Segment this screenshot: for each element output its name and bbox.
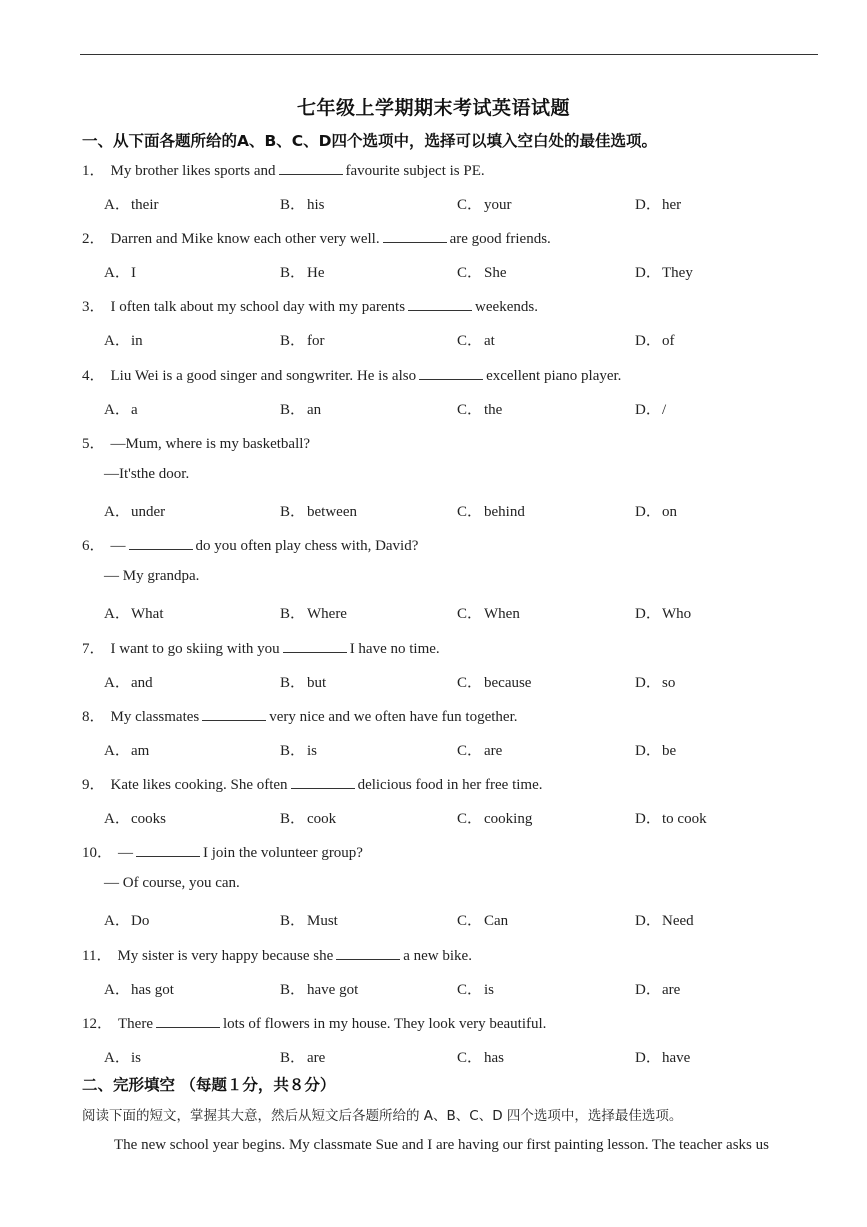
answer-option[interactable] (280, 739, 317, 760)
answer-blank (291, 777, 355, 789)
answer-option[interactable] (635, 807, 707, 828)
question-text: very nice and we often have fun together. (269, 709, 518, 725)
question-text: lots of flowers in my house. They look very beautiful. (223, 1016, 547, 1032)
question-stem (82, 159, 485, 180)
answer-blank (156, 1016, 220, 1028)
question-number: 5． (82, 436, 105, 452)
answer-option[interactable] (280, 329, 325, 350)
option-letter: A． (104, 333, 130, 349)
answer-option[interactable] (635, 1046, 690, 1067)
option-text: cooking (484, 811, 533, 827)
answer-blank (202, 709, 266, 721)
option-letter: D． (635, 504, 661, 520)
answer-option[interactable] (457, 909, 508, 930)
answer-option[interactable] (104, 261, 136, 282)
passage-line: The new school year begins. My classmate Sue and I are having our first painting lesson. The teacher asks us (114, 1137, 769, 1153)
option-text: are (307, 1050, 326, 1066)
option-text: He (307, 265, 325, 281)
option-letter: C． (457, 606, 483, 622)
dialogue-line (104, 466, 189, 483)
option-letter: B． (280, 504, 306, 520)
question-text: Liu Wei is a good singer and songwriter. He is also (110, 368, 417, 384)
option-letter: D． (635, 675, 661, 691)
answer-blank (419, 368, 483, 380)
answer-option[interactable] (104, 807, 166, 828)
option-letter: B． (280, 743, 306, 759)
option-text: for (307, 333, 325, 349)
option-text: behind (484, 504, 525, 520)
option-text: to cook (662, 811, 707, 827)
question-number: 10． (82, 845, 113, 861)
answer-option[interactable] (104, 500, 165, 521)
option-letter: A． (104, 811, 130, 827)
option-letter: D． (635, 811, 661, 827)
option-letter: B． (280, 913, 306, 929)
question-number: 1． (82, 163, 105, 179)
answer-option[interactable] (635, 671, 675, 692)
question-stem (82, 841, 363, 862)
answer-option[interactable] (104, 1046, 141, 1067)
answer-option[interactable] (104, 602, 163, 623)
question-text: —Mum, where is my basketball? (110, 436, 311, 452)
option-letter: B． (280, 606, 306, 622)
question-stem (82, 364, 621, 385)
question-text: Darren and Mike know each other very well. (110, 231, 380, 247)
header-rule (80, 54, 818, 55)
option-text: cooks (131, 811, 166, 827)
answer-option[interactable] (104, 193, 159, 214)
option-letter: A． (104, 743, 130, 759)
question-text: I join the volunteer group? (203, 845, 363, 861)
option-text: be (662, 743, 677, 759)
answer-option[interactable] (635, 329, 675, 350)
answer-option[interactable] (457, 739, 502, 760)
question-text: — (110, 538, 126, 554)
answer-option[interactable] (280, 602, 347, 623)
question-text: excellent piano player. (486, 368, 622, 384)
section-2-heading: 二、完形填空 （每题１分，共８分） (82, 1076, 336, 1094)
question-text: My classmates (110, 709, 200, 725)
option-text: has got (131, 982, 174, 998)
option-text: are (484, 743, 503, 759)
answer-option[interactable] (457, 602, 520, 623)
option-letter: A． (104, 265, 130, 281)
answer-option[interactable] (280, 398, 321, 419)
answer-option[interactable] (280, 671, 326, 692)
option-letter: C． (457, 402, 483, 418)
question-text: delicious food in her free time. (357, 777, 543, 793)
option-text: her (662, 197, 682, 213)
answer-blank (279, 163, 343, 175)
answer-option[interactable] (280, 261, 325, 282)
answer-option[interactable] (280, 193, 325, 214)
option-text: Who (662, 606, 692, 622)
option-text: am (131, 743, 150, 759)
option-text: their (131, 197, 159, 213)
option-text: / (662, 402, 667, 418)
option-letter: C． (457, 675, 483, 691)
option-letter: B． (280, 265, 306, 281)
question-stem (82, 944, 472, 965)
option-text: cook (307, 811, 337, 827)
answer-option[interactable] (457, 978, 494, 999)
question-number: 11． (82, 948, 112, 964)
answer-option[interactable] (457, 500, 525, 521)
option-letter: D． (635, 1050, 661, 1066)
answer-option[interactable] (280, 1046, 325, 1067)
option-letter: D． (635, 743, 661, 759)
option-letter: D． (635, 982, 661, 998)
answer-option[interactable] (280, 978, 358, 999)
option-text: between (307, 504, 357, 520)
option-letter: C． (457, 197, 483, 213)
section-2-instruction: 阅读下面的短文，掌握其大意，然后从短文后各题所给的 A、B、C、D 四个选项中，选择最佳选项。 (82, 1108, 683, 1124)
option-letter: C． (457, 333, 483, 349)
question-stem (82, 432, 310, 453)
answer-option[interactable] (457, 193, 512, 214)
question-text: My brother likes sports and (110, 163, 276, 179)
option-letter: C． (457, 1050, 483, 1066)
option-letter: B． (280, 675, 306, 691)
answer-option[interactable] (635, 739, 676, 760)
option-letter: D． (635, 606, 661, 622)
question-number: 9． (82, 777, 105, 793)
question-text: are good friends. (449, 231, 551, 247)
question-number: 4． (82, 368, 105, 384)
answer-blank (136, 845, 200, 857)
question-text: I have no time. (349, 641, 440, 657)
answer-option[interactable] (457, 329, 495, 350)
question-text: do you often play chess with, David? (195, 538, 419, 554)
option-text: Can (484, 913, 509, 929)
answer-option[interactable] (635, 909, 694, 930)
answer-option[interactable] (104, 739, 149, 760)
page-title: 七年级上学期期末考试英语试题 (296, 97, 570, 119)
option-letter: B． (280, 1050, 306, 1066)
option-text: She (484, 265, 507, 281)
option-text: because (484, 675, 532, 691)
option-text: They (662, 265, 693, 281)
answer-option[interactable] (635, 261, 693, 282)
option-text: Must (307, 913, 338, 929)
answer-option[interactable] (635, 602, 691, 623)
question-text: weekends. (475, 299, 538, 315)
answer-blank (283, 641, 347, 653)
dialogue-line: — My grandpa. (104, 568, 200, 584)
option-text: under (131, 504, 166, 520)
option-text: is (484, 982, 495, 998)
option-text: have (662, 1050, 691, 1066)
question-stem (82, 295, 538, 316)
section-1-heading: 一、从下面各题所给的A、B、C、D四个选项中，选择可以填入空白处的最佳选项。 (82, 132, 658, 150)
answer-option[interactable] (457, 1046, 504, 1067)
option-letter: B． (280, 197, 306, 213)
option-letter: A． (104, 504, 130, 520)
option-letter: B． (280, 333, 306, 349)
answer-option[interactable] (635, 398, 666, 419)
answer-option[interactable] (104, 978, 174, 999)
option-letter: C． (457, 913, 483, 929)
option-text: has (484, 1050, 504, 1066)
option-letter: D． (635, 402, 661, 418)
dialogue-text: —It's (104, 466, 137, 482)
option-text: Need (662, 913, 694, 929)
answer-blank (336, 948, 400, 960)
option-letter: A． (104, 982, 130, 998)
answer-option[interactable] (457, 671, 531, 692)
answer-option[interactable] (635, 978, 680, 999)
option-text: is (307, 743, 318, 759)
option-text: an (307, 402, 322, 418)
option-text: on (662, 504, 677, 520)
answer-option[interactable] (457, 261, 507, 282)
option-letter: A． (104, 675, 130, 691)
option-text: Where (307, 606, 347, 622)
option-text: the (484, 402, 503, 418)
question-number: 12． (82, 1016, 113, 1032)
option-letter: B． (280, 982, 306, 998)
option-letter: A． (104, 606, 130, 622)
option-letter: C． (457, 504, 483, 520)
option-text: I (131, 265, 136, 281)
option-text: is (131, 1050, 142, 1066)
question-stem (82, 1012, 546, 1033)
option-letter: C． (457, 743, 483, 759)
option-letter: B． (280, 402, 306, 418)
answer-option[interactable] (635, 500, 677, 521)
question-text: I want to go skiing with you (110, 641, 280, 657)
dialogue-line: — Of course, you can. (104, 875, 240, 891)
answer-option[interactable] (457, 398, 502, 419)
option-text: his (307, 197, 325, 213)
answer-option[interactable] (104, 398, 138, 419)
option-letter: A． (104, 913, 130, 929)
question-text: My sister is very happy because she (117, 948, 334, 964)
option-letter: D． (635, 265, 661, 281)
option-text: so (662, 675, 676, 691)
option-letter: D． (635, 333, 661, 349)
answer-option[interactable] (104, 329, 143, 350)
answer-option[interactable] (635, 193, 681, 214)
option-text: of (662, 333, 675, 349)
option-letter: C． (457, 982, 483, 998)
question-stem (82, 637, 440, 658)
option-letter: C． (457, 811, 483, 827)
question-number: 6． (82, 538, 105, 554)
question-stem (82, 227, 551, 248)
answer-option[interactable] (104, 909, 149, 930)
question-number: 8． (82, 709, 105, 725)
question-stem (82, 705, 517, 726)
option-text: but (307, 675, 327, 691)
option-letter: D． (635, 197, 661, 213)
option-text: have got (307, 982, 359, 998)
option-text: What (131, 606, 164, 622)
option-text: at (484, 333, 495, 349)
question-text: I often talk about my school day with my parents (110, 299, 406, 315)
dialogue-text: the door. (136, 466, 190, 482)
option-letter: A． (104, 402, 130, 418)
question-text: There (118, 1016, 153, 1032)
question-text: — (118, 845, 134, 861)
option-text: Do (131, 913, 150, 929)
question-number: 7． (82, 641, 105, 657)
option-letter: D． (635, 913, 661, 929)
question-stem (82, 773, 543, 794)
option-letter: A． (104, 197, 130, 213)
answer-option[interactable] (280, 500, 357, 521)
answer-option[interactable] (457, 807, 532, 828)
question-number: 2． (82, 231, 105, 247)
question-text: Kate likes cooking. She often (110, 777, 288, 793)
answer-option[interactable] (104, 671, 153, 692)
answer-blank (383, 231, 447, 243)
option-text: a (131, 402, 138, 418)
answer-option[interactable] (280, 909, 338, 930)
option-text: and (131, 675, 153, 691)
option-text: your (484, 197, 512, 213)
answer-blank (129, 538, 193, 550)
option-letter: B． (280, 811, 306, 827)
answer-option[interactable] (280, 807, 336, 828)
question-text: favourite subject is PE. (345, 163, 485, 179)
option-text: are (662, 982, 681, 998)
question-stem (82, 534, 418, 555)
option-text: When (484, 606, 520, 622)
option-text: in (131, 333, 143, 349)
answer-blank (408, 299, 472, 311)
question-number: 3． (82, 299, 105, 315)
option-letter: A． (104, 1050, 130, 1066)
question-text: a new bike. (403, 948, 472, 964)
option-letter: C． (457, 265, 483, 281)
